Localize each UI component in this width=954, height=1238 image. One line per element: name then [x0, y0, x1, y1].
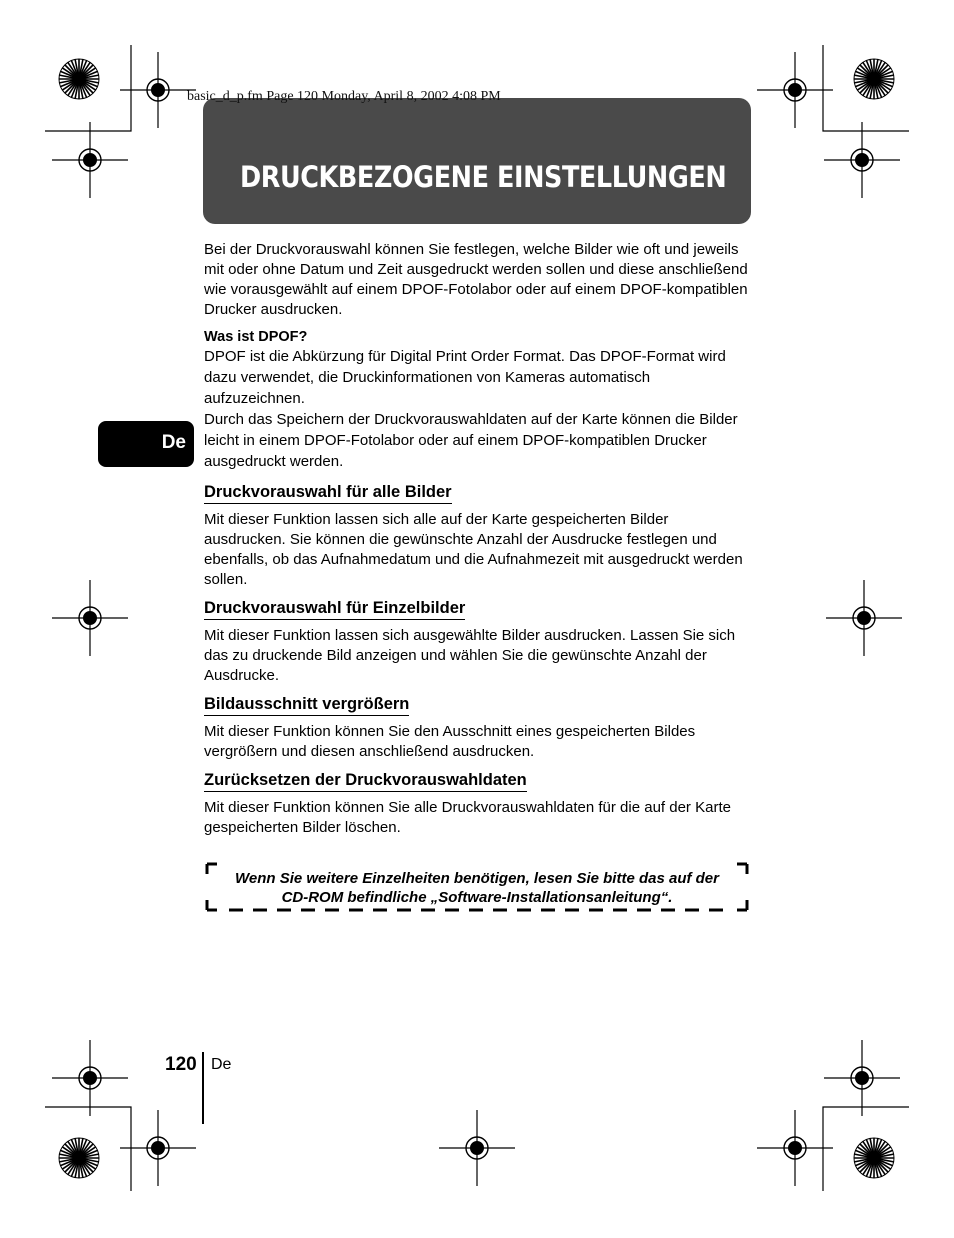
note-box: [205, 862, 749, 912]
dpof-paragraph-1: DPOF ist die Abkürzung für Digital Print Order Format. Das DPOF-Format wird dazu verwendet, die Druckinformationen von Kameras automatisch aufzuzeichnen.: [204, 348, 726, 407]
section-enlarge: [204, 686, 754, 762]
section-heading: Druckvorauswahl für Einzelbilder: [204, 598, 465, 620]
section-body: Mit dieser Funktion können Sie alle Druckvorauswahldaten für die auf der Karte gespeicherten Bilder löschen.: [204, 799, 731, 836]
section-reset: [204, 762, 754, 838]
footer-divider: [202, 1052, 204, 1124]
note-line-1: Wenn Sie weitere Einzelheiten benötigen, lesen Sie bitte das auf der: [234, 870, 719, 887]
section-heading: Druckvorauswahl für alle Bilder: [204, 482, 452, 504]
chapter-title: DRUCKBEZOGENE EINSTELLUNGEN: [240, 160, 727, 194]
section-heading: Bildausschnitt vergrößern: [204, 694, 409, 716]
note-line-2: CD-ROM befindliche „Software-Installationsanleitung“.: [281, 889, 673, 906]
section-print-all: [204, 474, 754, 590]
file-info-line: basic_d_p.fm Page 120 Monday, April 8, 2002 4:08 PM: [187, 89, 501, 104]
page-number: 120: [165, 1054, 197, 1075]
page-language: De: [211, 1056, 232, 1073]
language-tab-label: De: [161, 432, 186, 453]
note-text: [205, 869, 749, 907]
main-content: [204, 240, 754, 838]
chapter-title-bar: [203, 98, 751, 224]
section-body: Mit dieser Funktion lassen sich ausgewählte Bilder ausdrucken. Lassen Sie sich das zu druckende Bild anzeigen und wählen Sie die gewünschte Anzahl der Ausdrucke.: [204, 627, 736, 684]
section-print-single: [204, 590, 754, 686]
section-heading: Zurücksetzen der Druckvorauswahldaten: [204, 770, 527, 792]
dpof-paragraph-2: Durch das Speichern der Druckvorauswahldaten auf der Karte können die Bilder leicht in einem DPOF-Fotolabor oder auf einem DPOF-kompatiblen Drucker ausgedruckt werden.: [204, 411, 738, 470]
language-tab: [98, 421, 194, 467]
intro-paragraph: Bei der Druckvorauswahl können Sie festlegen, welche Bilder wie oft und jeweils mit oder ohne Datum und Zeit ausgedruckt werden sollen und diese anschließend wie vorausgewählt auf einem DPOF-Fotolabor oder auf einem DPOF-kompatiblen Drucker ausdrucken.: [204, 241, 748, 318]
section-body: Mit dieser Funktion können Sie den Ausschnitt eines gespeicherten Bildes vergrößern und diesen anschließend ausdrucken.: [204, 723, 696, 760]
dpof-heading: Was ist DPOF?: [204, 329, 308, 345]
section-body: Mit dieser Funktion lassen sich alle auf der Karte gespeicherten Bilder ausdrucken. Sie können die gewünschte Anzahl der Ausdrucke festlegen und ebenfalls, ob das Aufnahmedatum und die Aufnahmezeit mit ausgedruckt werden sollen.: [204, 511, 743, 588]
